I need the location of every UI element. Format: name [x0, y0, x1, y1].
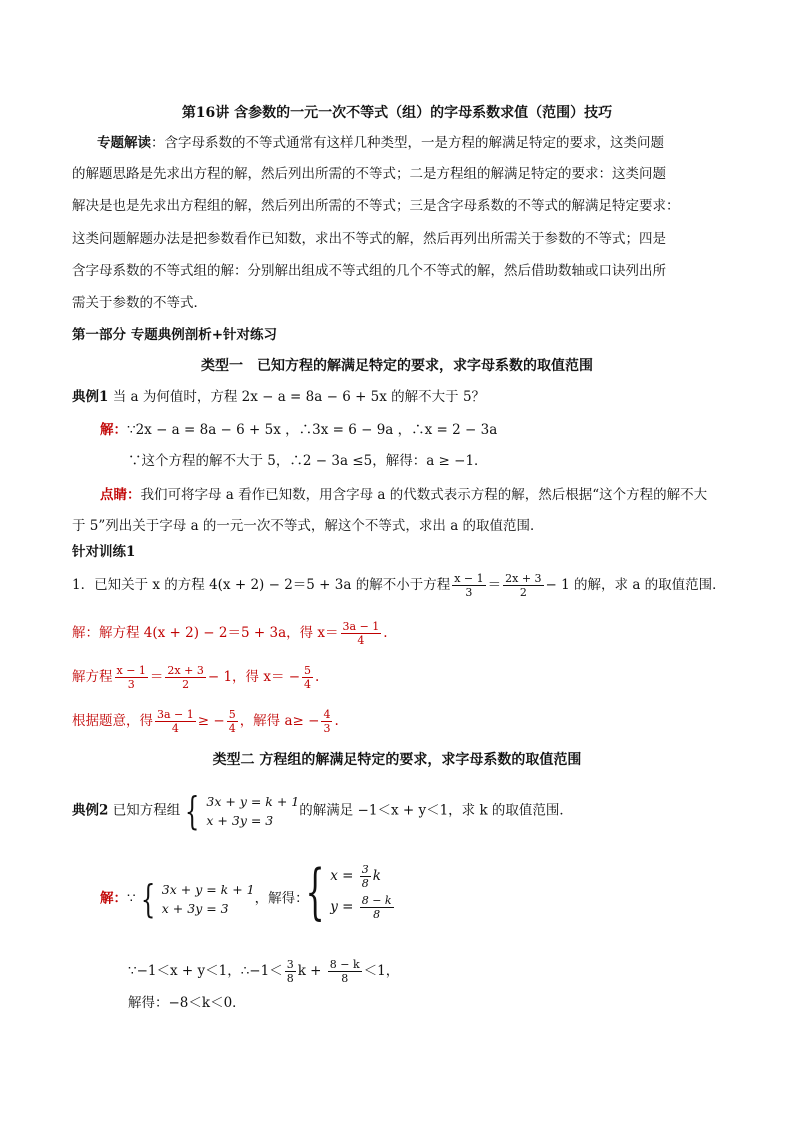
intro-line-5: 含字母系数的不等式组的解：分别解出组成不等式组的几个不等式的解，然后借助数轴或口诀列出所	[72, 263, 666, 279]
left-brace-icon: {	[305, 857, 325, 927]
intro-line-3: 解决是也是先求出方程组的解，然后列出所需的不等式；三是含字母系数的不等式的解满足特定要求：	[72, 198, 680, 214]
type2-heading: 类型二 方程组的解满足特定的要求，求字母系数的取值范围	[212, 752, 582, 768]
tip-line2: 于 5”列出关于字母 a 的一元一次不等式，解这个不等式，求出 a 的取值范围．	[72, 518, 544, 534]
left-brace-icon: {	[140, 877, 155, 921]
page-title: 第16讲 含参数的一元一次不等式（组）的字母系数求值（范围）技巧	[181, 105, 613, 121]
fraction: $\frac{x - 1}{3}$	[116, 664, 146, 691]
result-x: x = $\frac{3}{8}$ k	[330, 863, 381, 890]
fraction: $\frac{5}{4}$	[304, 664, 312, 691]
fraction: $\frac{5}{4}$	[228, 708, 236, 735]
intro-label: 专题解读	[97, 135, 151, 151]
equation-system: { 3x + y = k + 1 x + 3y = 3	[140, 877, 255, 921]
intro-line-1: 专题解读：含字母系数的不等式通常有这样几种类型，一是方程的解满足特定的要求，这类问题	[97, 135, 664, 151]
fraction: $\frac{3}{8}$	[286, 958, 294, 985]
solution-result-system	[296, 850, 396, 934]
example1-solution-line1: 解：∵2x − a = 8a − 6 + 5x ，∴3x = 6 − 9a ，∴x = 2 − 3a	[100, 422, 498, 438]
example1-label: 典例1	[72, 389, 109, 405]
part1-heading: 第一部分 专题典例剖析+针对练习	[72, 327, 278, 343]
example2: 典例2 已知方程组 { 3x + y = k + 1 x + 3y = 3 的解满足 −1＜x + y＜1，求 k 的取值范围．	[72, 789, 573, 833]
practice1-answer-line2: 解方程 $\frac{x - 1}{3}$ ＝ $\frac{2x + 3}{2}$ − 1，得 x＝ − $\frac{5}{4}$ .	[72, 664, 320, 691]
fraction: $\frac{3a - 1}{4}$	[157, 708, 194, 735]
example2-solution-line1: 解：∵ { 3x + y = k + 1 x + 3y = 3 ，解得：	[100, 877, 309, 921]
fraction: $\frac{x - 1}{3}$	[454, 572, 484, 599]
result-y: y = $\frac{8 - k}{8}$	[330, 894, 392, 921]
type1-heading: 类型一 已知方程的解满足特定的要求，求字母系数的取值范围	[201, 358, 593, 374]
intro-line-4: 这类问题解题办法是把参数看作已知数，求出不等式的解，然后再列出所需关于参数的不等式；四是	[72, 231, 666, 247]
example2-label: 典例2	[72, 802, 109, 819]
tip-line1: 点睛：我们可将字母 a 看作已知数，用含字母 a 的代数式表示方程的解，然后根据“这个方程的解不大	[100, 487, 708, 503]
example2-solution-line3: 解得：−8＜k＜0．	[128, 995, 246, 1011]
fraction: $\frac{2x + 3}{2}$	[167, 664, 204, 691]
practice1-question: 1．已知关于 x 的方程 4(x + 2) − 2＝5 + 3a 的解不小于方程 $\frac{x - 1}{3}$ ＝ $\frac{2x + 3}{2}$ − 1 的解，求 a 的取值范围．	[72, 572, 726, 599]
left-brace-icon: {	[185, 789, 200, 833]
fraction: $\frac{3a - 1}{4}$	[342, 620, 380, 647]
fraction: $\frac{4}{3}$	[323, 708, 331, 735]
intro-line-6: 需关于参数的不等式．	[72, 295, 207, 311]
practice1-answer-line1: 解：解方程 4(x + 2) − 2＝5 + 3a，得 x＝ $\frac{3a - 1}{4}$ .	[72, 620, 388, 647]
equation-system: { 3x + y = k + 1 x + 3y = 3	[185, 789, 300, 833]
practice1-answer-line3: 根据题意，得 $\frac{3a - 1}{4}$ ≥ − $\frac{5}{4}$ ，解得 a≥ − $\frac{4}{3}$ .	[72, 708, 339, 735]
tip-label: 点睛：	[100, 487, 141, 503]
fraction: $\frac{8 - k}{8}$	[329, 958, 360, 985]
fraction: $\frac{2x + 3}{2}$	[505, 572, 542, 599]
solution-label: 解：	[100, 422, 127, 438]
example2-solution-line2: ∵−1＜x + y＜1，∴−1＜ $\frac{3}{8}$ k + $\frac{8 - k}{8}$ ＜1，	[128, 958, 400, 985]
solution-label: 解：	[100, 890, 127, 907]
example1-solution-line2: ∵这个方程的解不大于 5，∴2 − 3a ≤5，解得：a ≥ −1．	[128, 453, 488, 469]
practice1-heading: 针对训练1	[72, 544, 136, 560]
example1: 典例1 当 a 为何值时，方程 2x − a = 8a − 6 + 5x 的解不大于 5？	[72, 389, 486, 405]
intro-line-2: 的解题思路是先求出方程的解，然后列出所需的不等式；二是方程组的解满足特定的要求：这类问题	[72, 166, 666, 182]
